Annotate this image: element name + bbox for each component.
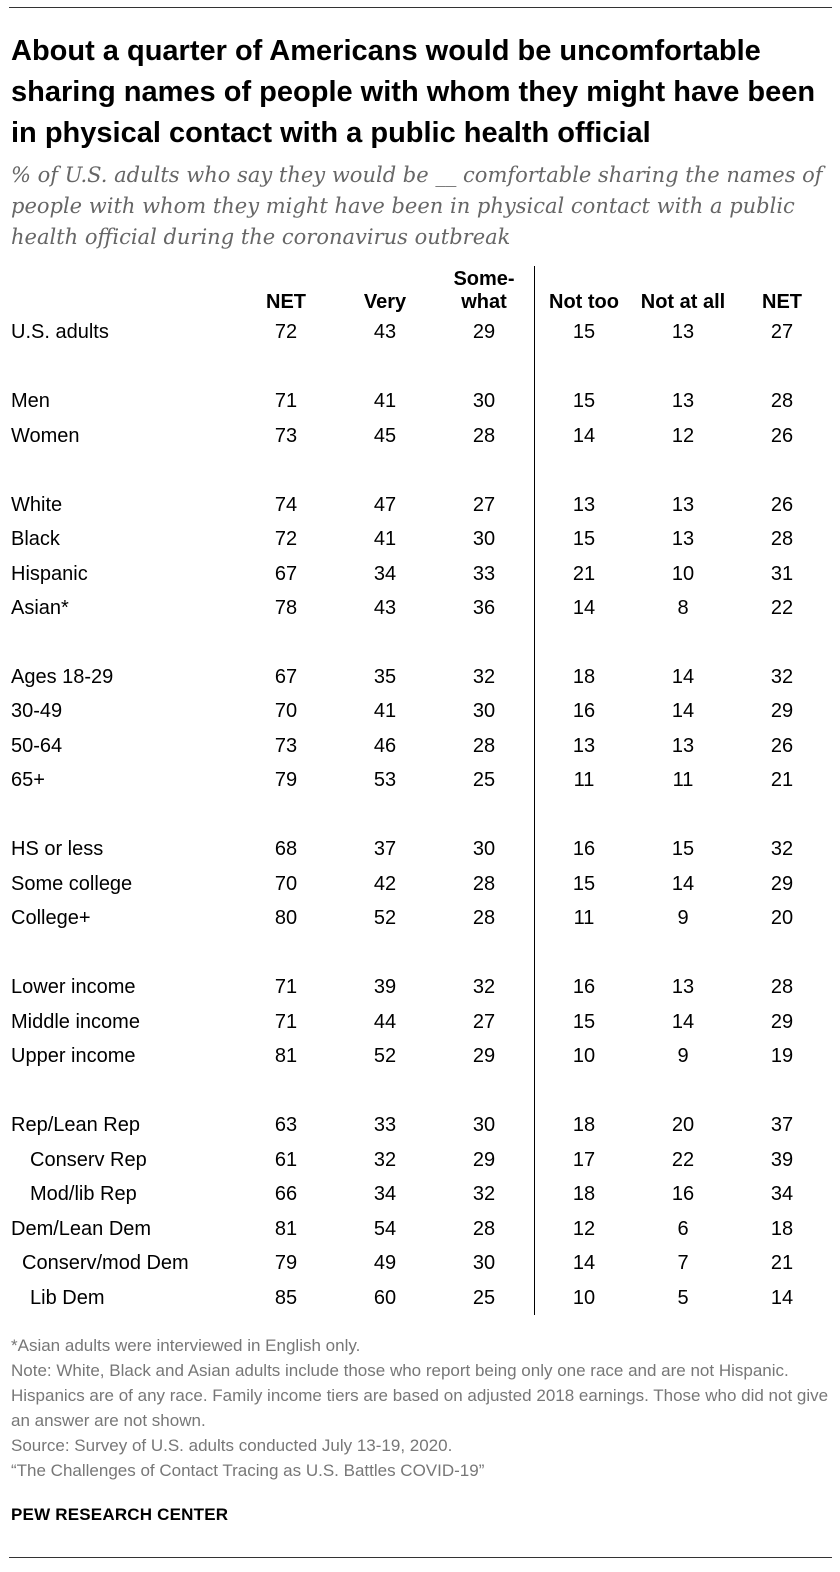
- table-cell: 22: [671, 1149, 695, 1171]
- row-label: Upper income: [11, 1045, 136, 1067]
- table-cell: 32: [770, 838, 794, 860]
- chart-subtitle: % of U.S. adults who say they would be __ comfortable sharing the names of people with whom they might have been in physical contact with a public health official during the coronavirus outbreak: [11, 163, 823, 249]
- table-cell: 16: [671, 1183, 695, 1205]
- notes: [11, 1333, 831, 1483]
- table-cell: 79: [274, 1252, 298, 1274]
- table-cell: 34: [770, 1183, 794, 1205]
- table-cell: 73: [274, 425, 298, 447]
- column-header-4: Not too: [549, 291, 619, 313]
- table-cell: 13: [671, 390, 695, 412]
- column-divider: [534, 266, 535, 1315]
- table-cell: 5: [677, 1287, 689, 1309]
- table-cell: 32: [472, 976, 496, 998]
- table-cell: 29: [472, 1045, 496, 1067]
- asian-footnote: *Asian adults were interviewed in English only.: [11, 1336, 361, 1355]
- table-cell: 14: [770, 1287, 794, 1309]
- table-cell: 27: [472, 494, 496, 516]
- table-cell: 18: [770, 1218, 794, 1240]
- row-label: Women: [11, 425, 80, 447]
- table-cell: 29: [472, 1149, 496, 1171]
- table-cell: 73: [274, 735, 298, 757]
- table-cell: 14: [572, 425, 596, 447]
- table-cell: 16: [572, 838, 596, 860]
- table-cell: 72: [274, 528, 298, 550]
- table-cell: 18: [572, 1114, 596, 1136]
- row-label: Hispanic: [11, 563, 88, 585]
- table-cell: 30: [472, 838, 496, 860]
- table-cell: 43: [373, 597, 397, 619]
- row-label: College+: [11, 907, 91, 929]
- table-cell: 30: [472, 528, 496, 550]
- table-cell: 13: [671, 976, 695, 998]
- table-cell: 10: [572, 1287, 596, 1309]
- table-cell: 70: [274, 700, 298, 722]
- row-label: Black: [11, 528, 60, 550]
- table-cell: 32: [472, 1183, 496, 1205]
- table-cell: 27: [472, 1011, 496, 1033]
- table-cell: 37: [373, 838, 397, 860]
- table-cell: 81: [274, 1045, 298, 1067]
- table-cell: 66: [274, 1183, 298, 1205]
- table-cell: 28: [472, 735, 496, 757]
- table-cell: 26: [770, 735, 794, 757]
- table-cell: 20: [770, 907, 794, 929]
- table-cell: 28: [770, 390, 794, 412]
- table-cell: 46: [373, 735, 397, 757]
- table-cell: 52: [373, 907, 397, 929]
- row-label: Asian*: [11, 597, 69, 619]
- table-cell: 81: [274, 1218, 298, 1240]
- table-cell: 9: [677, 1045, 689, 1067]
- table-cell: 22: [770, 597, 794, 619]
- table-cell: 13: [572, 735, 596, 757]
- table-cell: 14: [671, 873, 695, 895]
- table-cell: 63: [274, 1114, 298, 1136]
- table-cell: 14: [572, 1252, 596, 1274]
- table-cell: 10: [671, 563, 695, 585]
- table-cell: 45: [373, 425, 397, 447]
- table-cell: 28: [472, 907, 496, 929]
- table-cell: 28: [472, 1218, 496, 1240]
- table-cell: 21: [770, 769, 794, 791]
- table-cell: 14: [572, 597, 596, 619]
- table-cell: 15: [572, 390, 596, 412]
- table-cell: 13: [572, 494, 596, 516]
- table-cell: 12: [671, 425, 695, 447]
- table-cell: 9: [677, 907, 689, 929]
- methodology-note: Note: White, Black and Asian adults include those who report being only one race and are not Hispanic. Hispanics are of any race. Family income tiers are based on adjusted 2018 earnings. Those who did not give an answer are not shown.: [11, 1361, 829, 1430]
- row-label: 30-49: [11, 700, 63, 722]
- column-header-1: NET: [266, 291, 306, 313]
- table-cell: 42: [373, 873, 397, 895]
- table-cell: 15: [572, 1011, 596, 1033]
- table-cell: 36: [472, 597, 496, 619]
- table-cell: 41: [373, 390, 397, 412]
- table-cell: 35: [373, 666, 397, 688]
- table-cell: 25: [472, 769, 496, 791]
- row-label: Ages 18-29: [11, 666, 114, 688]
- table-cell: 26: [770, 425, 794, 447]
- table-cell: 61: [274, 1149, 298, 1171]
- column-header-5: Not at all: [640, 291, 726, 313]
- table-cell: 6: [677, 1218, 689, 1240]
- table-cell: 11: [573, 769, 595, 791]
- table-cell: 54: [373, 1218, 397, 1240]
- chart-title: About a quarter of Americans would be uncomfortable sharing names of people with whom they might have been in physical contact with a public health official: [11, 35, 816, 149]
- table-cell: 17: [572, 1149, 596, 1171]
- table-cell: 13: [671, 321, 695, 343]
- table-cell: 29: [770, 873, 794, 895]
- table-cell: 70: [274, 873, 298, 895]
- table-cell: 29: [770, 700, 794, 722]
- row-label: Dem/Lean Dem: [11, 1218, 152, 1240]
- table-cell: 16: [572, 976, 596, 998]
- table-cell: 26: [770, 494, 794, 516]
- table-cell: 25: [472, 1287, 496, 1309]
- table-cell: 52: [373, 1045, 397, 1067]
- row-label: Middle income: [11, 1011, 140, 1033]
- table-cell: 30: [472, 390, 496, 412]
- table-cell: 71: [274, 1011, 298, 1033]
- table-cell: 78: [274, 597, 298, 619]
- table-cell: 13: [671, 494, 695, 516]
- table-cell: 21: [572, 563, 596, 585]
- table-cell: 7: [677, 1252, 689, 1274]
- row-label: Some college: [11, 873, 133, 895]
- table-cell: 74: [274, 494, 298, 516]
- table-cell: 33: [472, 563, 496, 585]
- table-cell: 34: [373, 1183, 397, 1205]
- source-note: Source: Survey of U.S. adults conducted July 13-19, 2020.: [11, 1436, 453, 1455]
- table-cell: 30: [472, 1114, 496, 1136]
- table-cell: 15: [572, 321, 596, 343]
- table-cell: 67: [274, 563, 298, 585]
- table-cell: 33: [373, 1114, 397, 1136]
- column-header-2: Very: [363, 291, 407, 313]
- brand-logo-text: PEW RESEARCH CENTER: [11, 1505, 229, 1524]
- table-cell: 32: [770, 666, 794, 688]
- row-label: 65+: [11, 769, 45, 791]
- table-cell: 32: [373, 1149, 397, 1171]
- row-label: Rep/Lean Rep: [11, 1114, 140, 1136]
- table-cell: 14: [671, 666, 695, 688]
- table-cell: 11: [573, 907, 595, 929]
- table-cell: 29: [770, 1011, 794, 1033]
- table-cell: 30: [472, 1252, 496, 1274]
- table-cell: 32: [472, 666, 496, 688]
- table-cell: 39: [373, 976, 397, 998]
- table-cell: 14: [671, 1011, 695, 1033]
- table-cell: 15: [671, 838, 695, 860]
- table-cell: 29: [472, 321, 496, 343]
- bottom-rule: [9, 1557, 832, 1558]
- row-label: U.S. adults: [11, 321, 109, 343]
- row-label: Lower income: [11, 976, 136, 998]
- table-cell: 80: [274, 907, 298, 929]
- table-cell: 47: [373, 494, 397, 516]
- table-cell: 31: [770, 563, 794, 585]
- table-cell: 27: [770, 321, 794, 343]
- table-cell: 71: [274, 976, 298, 998]
- column-header-6: NET: [762, 291, 802, 313]
- row-label: Men: [11, 390, 50, 412]
- table-cell: 28: [770, 976, 794, 998]
- table-cell: 41: [373, 528, 397, 550]
- top-rule: [9, 7, 832, 8]
- table-cell: 41: [373, 700, 397, 722]
- table-cell: 43: [373, 321, 397, 343]
- table-cell: 12: [572, 1218, 596, 1240]
- column-header-3: Some- what: [453, 268, 515, 313]
- row-label: Lib Dem: [30, 1287, 105, 1309]
- table-cell: 19: [770, 1045, 794, 1067]
- row-label: Conserv/mod Dem: [22, 1252, 189, 1274]
- table-cell: 28: [770, 528, 794, 550]
- report-title: “The Challenges of Contact Tracing as U.S. Battles COVID-19”: [11, 1461, 485, 1480]
- table-cell: 39: [770, 1149, 794, 1171]
- table-cell: 18: [572, 666, 596, 688]
- table-cell: 28: [472, 873, 496, 895]
- table-cell: 14: [671, 700, 695, 722]
- row-label: Mod/lib Rep: [30, 1183, 137, 1205]
- table-cell: 16: [572, 700, 596, 722]
- table-cell: 15: [572, 528, 596, 550]
- table-cell: 15: [572, 873, 596, 895]
- table-cell: 30: [472, 700, 496, 722]
- table-cell: 53: [373, 769, 397, 791]
- table-cell: 68: [274, 838, 298, 860]
- row-label: White: [11, 494, 63, 516]
- table-cell: 85: [274, 1287, 298, 1309]
- table-cell: 20: [671, 1114, 695, 1136]
- table-cell: 60: [373, 1287, 397, 1309]
- row-label: 50-64: [11, 735, 63, 757]
- row-label: HS or less: [11, 838, 104, 860]
- table-cell: 21: [770, 1252, 794, 1274]
- table-cell: 28: [472, 425, 496, 447]
- row-label: Conserv Rep: [30, 1149, 147, 1171]
- table-cell: 79: [274, 769, 298, 791]
- table-cell: 37: [770, 1114, 794, 1136]
- data-table: [0, 260, 840, 1320]
- table-cell: 72: [274, 321, 298, 343]
- table-cell: 44: [373, 1011, 397, 1033]
- table-cell: 13: [671, 735, 695, 757]
- table-cell: 34: [373, 563, 397, 585]
- table-cell: 49: [373, 1252, 397, 1274]
- table-cell: 71: [274, 390, 298, 412]
- table-cell: 18: [572, 1183, 596, 1205]
- table-cell: 13: [671, 528, 695, 550]
- table-cell: 67: [274, 666, 298, 688]
- table-cell: 8: [677, 597, 689, 619]
- table-cell: 11: [672, 769, 694, 791]
- table-cell: 10: [572, 1045, 596, 1067]
